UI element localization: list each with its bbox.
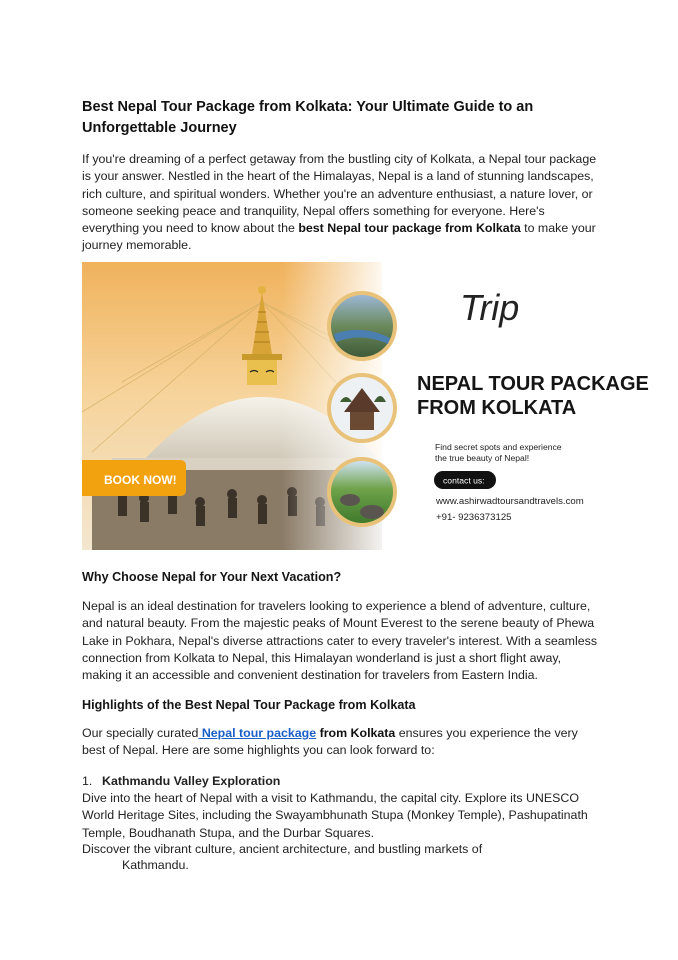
rhino-photo — [327, 457, 397, 527]
highlights-paragraph — [82, 725, 602, 760]
svg-text:BOOK NOW!: BOOK NOW! — [104, 473, 177, 487]
svg-text:contact us:: contact us: — [443, 475, 485, 486]
tagline-1: Find secret spots and experience — [435, 442, 562, 452]
highlights-bold: from Kolkata — [316, 726, 396, 740]
highlights-text-end: ensures you experience the very best of Nepal. Here are some highlights you can look forward to: — [82, 726, 578, 758]
why-heading: Why Choose Nepal for Your Next Vacation? — [82, 570, 342, 584]
contact-us-button[interactable] — [434, 471, 496, 489]
intro-bold: best Nepal tour package from Kolkata — [298, 221, 521, 236]
promo-banner[interactable] — [82, 262, 649, 550]
banner-heading — [417, 373, 649, 419]
nepal-tour-package-link[interactable]: Nepal tour package — [198, 726, 317, 740]
intro-text-end: to make your journey memorable. — [82, 221, 596, 253]
intro-paragraph — [82, 151, 602, 255]
svg-text:FROM KOLKATA: FROM KOLKATA — [417, 397, 577, 419]
list-number: 1. — [82, 774, 93, 788]
website-text: www.ashirwadtoursandtravels.com — [436, 496, 584, 507]
book-now-button[interactable] — [82, 460, 186, 496]
list-item-extra-2: Kathmandu. — [122, 858, 189, 872]
why-paragraph: Nepal is an ideal destination for travelers looking to experience a blend of adventure, culture, and natural beauty. From the majestic peaks of Mount Everest to the serene beauty of Phewa Lake in Pokhara, Nepal's diverse attractions cater to every traveler's interest. With a seamless connection from Kolkata to Nepal, this Himalayan wonderland is just a short flight away, making it an accessible and convenient destination for travelers from Eastern India. — [82, 599, 598, 683]
lake-photo — [327, 291, 397, 361]
page-title: Best Nepal Tour Package from Kolkata: Your Ultimate Guide to an Unforgettable Journey — [82, 99, 534, 136]
phone-text: +91- 9236373125 — [436, 512, 512, 523]
tagline-2: the true beauty of Nepal! — [435, 453, 530, 463]
trip-script: Trip — [460, 287, 520, 328]
list-item-heading — [82, 773, 602, 790]
list-title: Kathmandu Valley Exploration — [102, 774, 281, 788]
intro-text: If you're dreaming of a perfect getaway from the bustling city of Kolkata, a Nepal tour package is your answer. Nestled in the heart of the Himalayas, Nepal is a land of stunning landscapes, rich culture, and spiritual wonders. Whether you're an adventure enthusiast, a nature lover, or someone seeking peace and tranquility, Nepal offers something for everyone. Here's everything you need to know about the — [82, 152, 597, 236]
highlights-heading: Highlights of the Best Nepal Tour Package from Kolkata — [82, 698, 416, 712]
svg-text:NEPAL TOUR PACKAGE: NEPAL TOUR PACKAGE — [417, 373, 649, 395]
list-item-extra: Discover the vibrant culture, ancient architecture, and bustling markets of — [82, 842, 483, 856]
highlights-text: Our specially curated — [82, 726, 199, 740]
list-item-text: Dive into the heart of Nepal with a visit to Kathmandu, the capital city. Explore its UNESCO World Heritage Sites, including the Swayambhunath Stupa (Monkey Temple), Pashupatinath Temple, Boudhanath Stupa, and the Durbar Squares. — [82, 791, 588, 840]
temple-photo — [327, 373, 397, 443]
